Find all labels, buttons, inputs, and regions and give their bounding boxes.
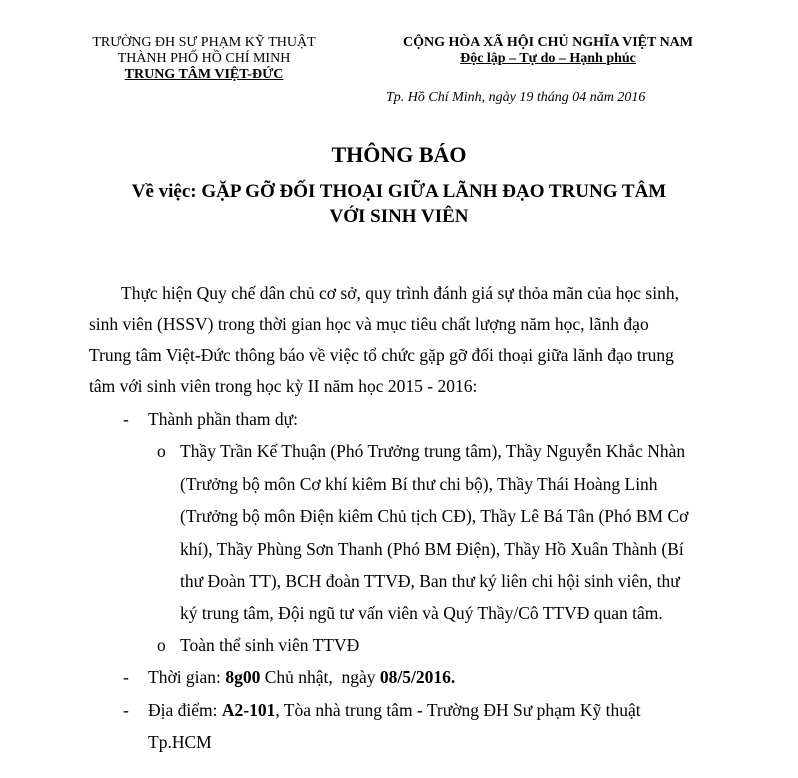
- national-name: CỘNG HÒA XÃ HỘI CHỦ NGHĨA VIỆT NAM: [402, 35, 693, 50]
- participant-item-1-line-4: khí), Thầy Phùng Sơn Thanh (Phó BM Điện), Thầy Hồ Xuân Thành (Bí: [180, 539, 684, 559]
- participant-item-1-line-5: thư Đoàn TT), BCH đoàn TTVĐ, Ban thư ký liên chi hội sinh viên, thư: [180, 571, 680, 591]
- participant-item-1-line-6: ký trung tâm, Đội ngũ tư vấn viên và Quý Thầy/Cô TTVĐ quan tâm.: [180, 603, 663, 623]
- time-line: [148, 667, 455, 688]
- institution-line-3: TRUNG TÂM VIỆT-ĐỨC: [124, 67, 284, 82]
- place-room: A2-101: [221, 700, 276, 720]
- participants-label: Thành phần tham dự:: [148, 409, 298, 429]
- intro-line-1: Thực hiện Quy chế dân chủ cơ sở, quy trình đánh giá sự thỏa mãn của học sinh,: [121, 283, 679, 303]
- national-motto-block: [372, 35, 724, 67]
- participant-item-2-bullet: o: [157, 635, 166, 655]
- document-title: THÔNG BÁO: [331, 142, 467, 167]
- participant-item-1-line-2: (Trưởng bộ môn Cơ khí kiêm Bí thư chi bộ), Thầy Thái Hoàng Linh: [180, 474, 658, 494]
- participant-item-1-line-3: (Trưởng bộ môn Điện kiêm Chủ tịch CĐ), Thầy Lê Bá Tân (Phó BM Cơ: [180, 506, 689, 526]
- subject-line-2: VỚI SINH VIÊN: [329, 206, 469, 227]
- intro-line-2: sinh viên (HSSV) trong thời gian học và mục tiêu chất lượng năm học, lãnh đạo: [89, 314, 649, 334]
- participant-item-2: Toàn thể sinh viên TTVĐ: [180, 635, 360, 655]
- place-line: [148, 700, 641, 721]
- participant-item-1-bullet: o: [157, 441, 166, 461]
- intro-line-3: Trung tâm Việt-Đức thông báo về việc tổ chức gặp gỡ đối thoại giữa lãnh đạo trung: [89, 345, 674, 365]
- national-motto: Độc lập – Tự do – Hạnh phúc: [460, 51, 636, 66]
- intro-line-4: tâm với sinh viên trong học kỳ II năm học 2015 - 2016:: [89, 376, 478, 396]
- place-line-2: Tp.HCM: [148, 732, 212, 752]
- institution-line-2: THÀNH PHỐ HỒ CHÍ MINH: [117, 51, 291, 66]
- time-mid: Chủ nhật, ngày: [260, 667, 380, 687]
- time-hour: 8g00: [225, 667, 261, 687]
- subject-line-1: Về việc: GẶP GỠ ĐỐI THOẠI GIỮA LÃNH ĐẠO TRUNG TÂM: [131, 181, 667, 202]
- time-date: 08/5/2016.: [379, 667, 456, 687]
- participants-bullet: -: [123, 409, 129, 429]
- time-bullet: -: [123, 667, 129, 687]
- participant-item-1-line-1: Thầy Trần Kế Thuận (Phó Trưởng trung tâm), Thầy Nguyễn Khắc Nhàn: [180, 441, 686, 461]
- place-bullet: -: [123, 700, 129, 720]
- date-line: Tp. Hồ Chí Minh, ngày 19 tháng 04 năm 2016: [386, 90, 646, 105]
- place-label: Địa điểm:: [148, 700, 222, 720]
- place-rest: , Tòa nhà trung tâm - Trường ĐH Sư phạm Kỹ thuật: [275, 700, 641, 720]
- institution-block: [68, 35, 340, 83]
- time-label: Thời gian:: [148, 667, 226, 687]
- institution-line-1: TRƯỜNG ĐH SƯ PHẠM KỸ THUẬT: [92, 35, 316, 50]
